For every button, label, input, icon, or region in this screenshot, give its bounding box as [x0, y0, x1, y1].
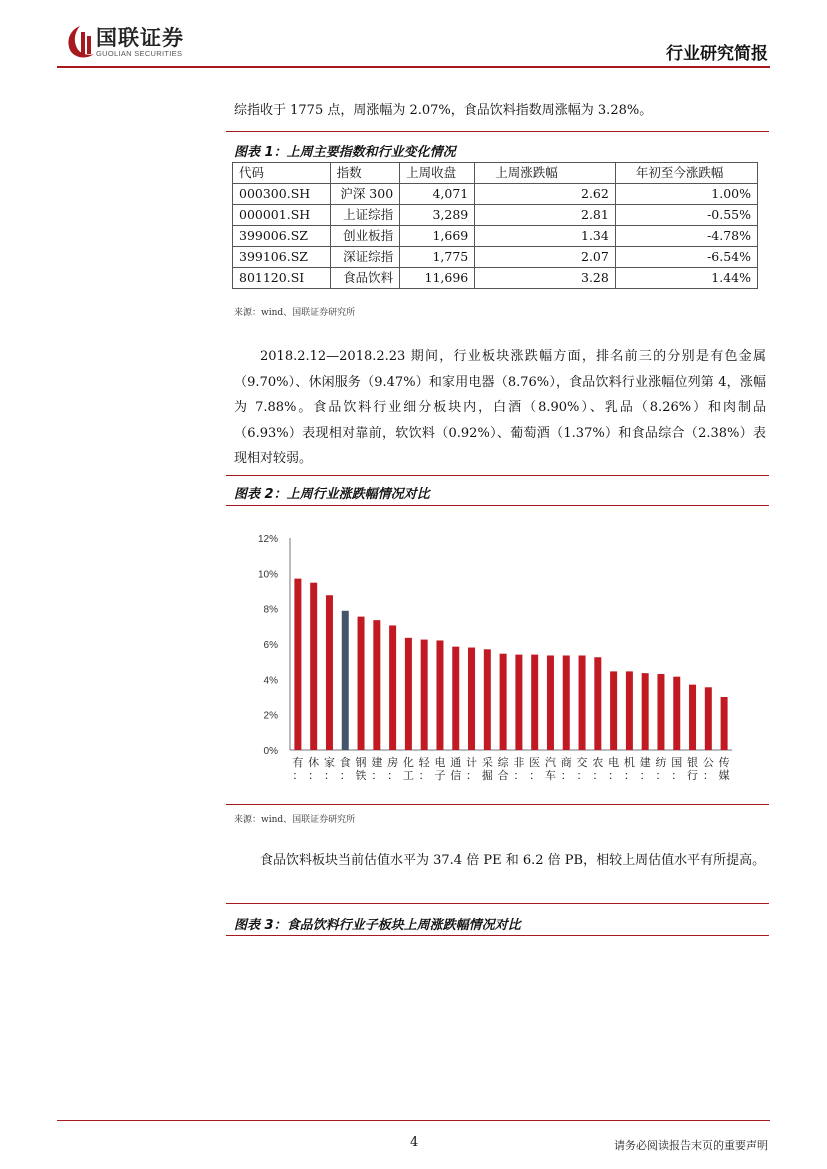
bar: [673, 677, 680, 750]
bar: [500, 654, 507, 750]
footer-disclaimer: 请务必阅读报告末页的重要声明: [614, 1139, 768, 1152]
bar: [294, 579, 301, 750]
bar: [579, 655, 586, 750]
table-cell: 1,775: [400, 247, 475, 268]
logo-name-en: GUOLIAN SECURITIES: [96, 49, 183, 58]
table-cell: 深证综指: [330, 247, 400, 268]
table-cell: -4.78%: [615, 226, 757, 247]
x-tick-label: 有: [292, 756, 304, 769]
table-cell: 11,696: [400, 268, 475, 289]
y-tick-label: 12%: [257, 534, 278, 545]
table-cell: 1.34: [475, 226, 616, 247]
figure1-title: 图表 1：上周主要指数和行业变化情况: [234, 145, 456, 160]
x-tick-label: 合: [497, 769, 509, 782]
table-row: [233, 184, 758, 205]
x-tick-label: ：: [371, 769, 383, 782]
x-tick-label: ：: [418, 769, 430, 782]
table-header-cell: 年初至今涨跌幅: [615, 163, 757, 184]
x-tick-label: 通: [450, 756, 462, 769]
x-tick-label: ：: [529, 769, 541, 782]
x-tick-label: ：: [323, 769, 335, 782]
figure2-top-rule: [226, 475, 769, 476]
table-cell: 1,669: [400, 226, 475, 247]
x-tick-label: ：: [671, 769, 683, 782]
x-tick-label: 家: [323, 756, 335, 769]
x-tick-label: 休: [308, 756, 320, 769]
figure3-title-rule: [226, 935, 769, 936]
table-cell: 2.62: [475, 184, 616, 205]
x-tick-label: 综: [497, 756, 509, 769]
bar: [326, 595, 333, 750]
y-tick-label: 8%: [263, 604, 278, 616]
x-tick-label: 采: [481, 756, 493, 769]
bar: [689, 685, 696, 750]
table-cell: 3,289: [400, 205, 475, 226]
bar: [484, 649, 491, 750]
y-tick-label: 6%: [263, 640, 278, 651]
x-tick-label: 电: [434, 756, 446, 769]
table-cell: 1.00%: [615, 184, 757, 205]
x-tick-label: ：: [655, 769, 667, 782]
bar: [310, 583, 317, 750]
x-tick-label: 行: [687, 769, 699, 782]
intro-paragraph: 综指收于 1775 点，周涨幅为 2.07%，食品饮料指数周涨幅为 3.28%。: [234, 103, 653, 118]
industry-change-chart: [232, 520, 762, 800]
x-tick-label: 电: [608, 756, 620, 769]
x-tick-label: ：: [513, 769, 525, 782]
y-tick-label: 4%: [263, 675, 278, 687]
x-tick-label: 国: [671, 756, 683, 769]
table-cell: 食品饮料: [330, 268, 400, 289]
document-type: 行业研究简报: [666, 44, 768, 64]
x-tick-label: 工: [402, 769, 414, 782]
table-cell: 上证综指: [330, 205, 400, 226]
x-tick-label: ：: [292, 769, 304, 782]
table-cell: 4,071: [400, 184, 475, 205]
table-cell: 1.44%: [615, 268, 757, 289]
valuation-paragraph: 食品饮料板块当前估值水平为 37.4 倍 PE 和 6.2 倍 PB，相较上周估值水平有所提高。: [260, 853, 766, 868]
header-rule: [57, 66, 770, 68]
bar: [610, 671, 617, 750]
bar: [721, 697, 728, 750]
x-tick-label: 汽: [544, 756, 556, 769]
table-cell: 2.81: [475, 205, 616, 226]
bar: [421, 640, 428, 750]
bar: [468, 648, 475, 750]
x-tick-label: 纺: [655, 756, 667, 769]
x-tick-label: ：: [639, 769, 651, 782]
x-tick-label: 交: [576, 756, 588, 769]
bar: [547, 655, 554, 750]
x-tick-label: ：: [702, 769, 714, 782]
x-tick-label: 掘: [481, 769, 493, 782]
bar: [452, 647, 459, 750]
x-tick-label: ：: [608, 769, 620, 782]
table-cell: -6.54%: [615, 247, 757, 268]
footer-rule: [57, 1120, 770, 1121]
x-tick-label: 房: [387, 756, 399, 769]
table-header-row: [233, 163, 758, 184]
x-tick-label: 非: [513, 756, 525, 769]
table-header-cell: 上周收盘: [400, 163, 475, 184]
chart-source: 来源：wind、国联证券研究所: [234, 815, 356, 825]
y-tick-label: 2%: [263, 710, 278, 722]
x-tick-label: ：: [623, 769, 635, 782]
x-tick-label: ：: [560, 769, 572, 782]
x-tick-label: ：: [339, 769, 351, 782]
figure2-bottom-rule: [226, 804, 769, 805]
x-tick-label: 农: [592, 756, 604, 769]
figure2-title: 图表 2：上周行业涨跌幅情况对比: [234, 487, 430, 502]
bar: [342, 611, 349, 750]
bar: [515, 655, 522, 750]
table-cell: 3.28: [475, 268, 616, 289]
table-row: [233, 205, 758, 226]
figure2-title-rule: [226, 505, 769, 506]
x-tick-label: 建: [639, 756, 651, 769]
index-table: [232, 162, 758, 289]
x-tick-label: ：: [466, 769, 478, 782]
table-header-cell: 代码: [233, 163, 331, 184]
x-tick-label: 化: [402, 756, 414, 769]
table-header-cell: 指数: [330, 163, 400, 184]
table-cell: 801120.SI: [233, 268, 331, 289]
bar: [705, 687, 712, 750]
x-tick-label: 医: [529, 756, 541, 769]
table1-source: 来源：wind、国联证券研究所: [234, 308, 356, 318]
table-header-cell: 上周涨跌幅: [475, 163, 616, 184]
bar: [405, 638, 412, 750]
table-cell: 2.07: [475, 247, 616, 268]
bar: [373, 620, 380, 750]
bar: [389, 625, 396, 750]
x-tick-label: ：: [387, 769, 399, 782]
figure3-title: 图表 3：食品饮料行业子板块上周涨跌幅情况对比: [234, 918, 521, 933]
table-row: [233, 268, 758, 289]
x-tick-label: 传: [718, 756, 730, 769]
x-tick-label: 建: [371, 756, 383, 769]
x-tick-label: 子: [434, 769, 446, 782]
bar: [436, 640, 443, 750]
bar: [626, 671, 633, 750]
bar: [531, 655, 538, 750]
x-tick-label: 媒: [718, 769, 730, 782]
x-tick-label: 食: [339, 756, 351, 769]
x-tick-label: 铁: [355, 769, 367, 782]
x-tick-label: 公: [702, 756, 714, 769]
table-cell: 399006.SZ: [233, 226, 331, 247]
figure3-top-rule: [226, 903, 769, 904]
bar: [358, 617, 365, 750]
x-tick-label: 信: [450, 769, 462, 782]
x-tick-label: ：: [576, 769, 588, 782]
x-tick-label: 轻: [418, 756, 430, 769]
figure1-top-rule: [226, 131, 769, 132]
x-tick-label: 机: [623, 756, 635, 769]
table-cell: -0.55%: [615, 205, 757, 226]
x-tick-label: 银: [687, 756, 699, 769]
table-cell: 沪深 300: [330, 184, 400, 205]
table-cell: 创业板指: [330, 226, 400, 247]
page-number: 4: [410, 1135, 419, 1150]
x-tick-label: 商: [560, 756, 572, 769]
x-tick-label: 钢: [355, 756, 367, 769]
y-tick-label: 10%: [257, 569, 278, 581]
x-tick-label: 车: [544, 769, 556, 782]
performance-paragraph: 2018.2.12—2018.2.23 期间，行业板块涨跌幅方面，排名前三的分别是有色金属（9.70%）、休闲服务（9.47%）和家用电器（8.76%），食品饮料行业涨幅位列第 4，涨幅为 7.88%。食品饮料行业细分板块内，白酒（8.90%）、乳品（8.26%）和肉制品（6.93%）表现相对靠前，软饮料（0.92%）、葡萄酒（1.37%）和食品综合（2.38%）表现相对较弱。: [234, 349, 766, 466]
x-tick-label: ：: [308, 769, 320, 782]
x-tick-label: 计: [466, 756, 478, 769]
table-cell: 000001.SH: [233, 205, 331, 226]
logo-name-cn: 国联证券: [96, 26, 184, 50]
table-cell: 399106.SZ: [233, 247, 331, 268]
bar: [642, 673, 649, 750]
y-tick-label: 0%: [263, 746, 278, 757]
table-cell: 000300.SH: [233, 184, 331, 205]
bar: [563, 655, 570, 750]
bar: [657, 674, 664, 750]
bar: [594, 657, 601, 750]
x-tick-label: ：: [592, 769, 604, 782]
table-row: [233, 247, 758, 268]
table-row: [233, 226, 758, 247]
